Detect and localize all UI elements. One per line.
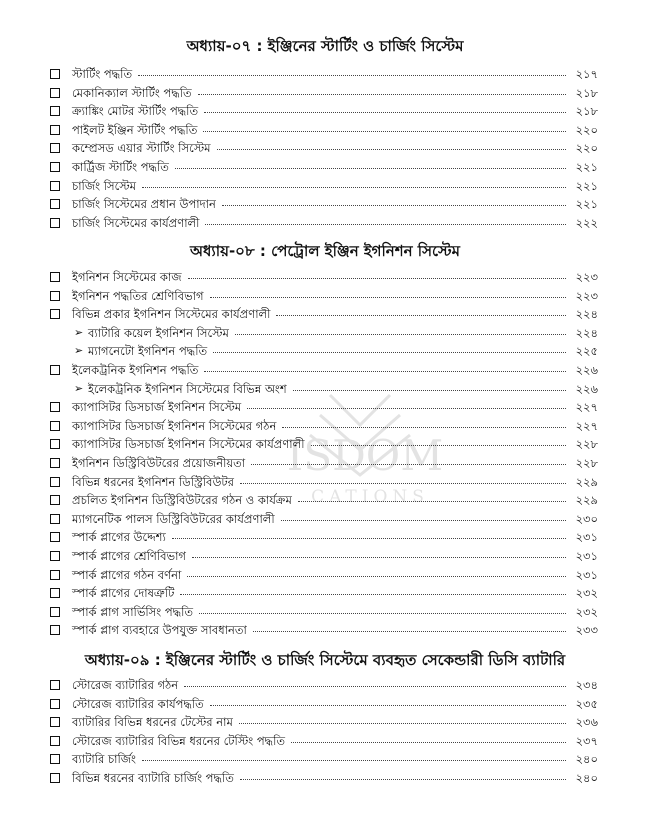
entry-title: ইগনিশন পদ্ধতির শ্রেণিবিভাগ bbox=[72, 288, 204, 303]
toc-entry[interactable] bbox=[0, 547, 650, 566]
toc-entry[interactable] bbox=[0, 417, 650, 436]
toc-subentry[interactable] bbox=[0, 380, 650, 399]
page-number: ২২১ bbox=[575, 178, 598, 193]
chapter-07-list bbox=[0, 65, 650, 232]
toc-entry[interactable] bbox=[0, 603, 650, 622]
entry-title: স্টার্টিং পদ্ধতি bbox=[72, 67, 133, 81]
page-number: ২২০ bbox=[575, 122, 598, 137]
page-number: ২৪০ bbox=[575, 770, 598, 785]
page-number: ২২১ bbox=[575, 197, 598, 212]
dot-leader bbox=[188, 277, 566, 279]
checkbox-icon bbox=[50, 736, 60, 746]
page-number: ২১৮ bbox=[575, 104, 598, 119]
toc-entry[interactable] bbox=[0, 528, 650, 547]
entry-title: ব্যাটারি কয়েল ইগনিশন সিস্টেম bbox=[88, 325, 229, 340]
toc-entry[interactable] bbox=[0, 566, 650, 585]
watermark-line1: ISDOM bbox=[286, 431, 444, 480]
toc-entry[interactable] bbox=[0, 454, 650, 473]
entry-title: ক্যাপাসিটর ডিসচার্জ ইগনিশন সিস্টেমের কার্যপ্রণালী bbox=[72, 437, 305, 452]
dot-leader bbox=[204, 111, 566, 113]
dot-leader bbox=[281, 519, 566, 521]
checkbox-icon bbox=[50, 773, 60, 783]
checkbox-icon bbox=[50, 402, 60, 412]
dot-leader bbox=[240, 482, 566, 484]
checkbox-icon bbox=[50, 162, 60, 172]
toc-entry[interactable] bbox=[0, 510, 650, 529]
checkbox-icon bbox=[50, 421, 60, 431]
page-number: ২২১ bbox=[575, 159, 598, 174]
page-number: ২২৩ bbox=[575, 270, 598, 284]
page-number: ২২৪ bbox=[575, 307, 598, 322]
checkbox-icon bbox=[50, 181, 60, 191]
chapter-07-title: অধ্যায়-০৭ : ইঞ্জিনের স্টার্টিং ও চার্জিং সিস্টেম bbox=[186, 37, 464, 55]
entry-title: চার্জিং সিস্টেম bbox=[72, 178, 137, 193]
checkbox-icon bbox=[50, 218, 60, 228]
toc-entry[interactable] bbox=[0, 65, 650, 84]
dot-leader bbox=[291, 741, 566, 743]
dot-leader bbox=[222, 204, 566, 206]
entry-title: স্পার্ক প্লাগের গঠন বর্ণনা bbox=[72, 567, 182, 582]
entry-title: ব্যাটারির বিভিন্ন ধরনের টেস্টের নাম bbox=[72, 715, 233, 730]
dot-leader bbox=[210, 704, 566, 706]
dot-leader bbox=[172, 537, 566, 539]
chapter-09-list bbox=[0, 676, 650, 788]
page-number: ২২২ bbox=[575, 215, 598, 230]
dot-leader bbox=[253, 630, 566, 632]
entry-title: বিভিন্ন ধরনের ইগনিশন ডিস্ট্রিবিউটর bbox=[72, 474, 235, 489]
toc-entry[interactable] bbox=[0, 398, 650, 417]
entry-title: ক্যাপাসিটর ডিসচার্জ ইগনিশন সিস্টেম bbox=[72, 400, 242, 415]
entry-title: ইলেকট্রনিক ইগনিশন সিস্টেমের বিভিন্ন অংশ bbox=[88, 381, 287, 396]
dot-leader bbox=[311, 444, 567, 446]
toc-entry[interactable] bbox=[0, 268, 650, 287]
toc-entry[interactable] bbox=[0, 621, 650, 640]
checkbox-icon bbox=[50, 717, 60, 727]
dot-leader bbox=[204, 370, 566, 372]
checkbox-icon bbox=[50, 754, 60, 764]
page-number: ২১৮ bbox=[575, 85, 598, 100]
checkbox-icon bbox=[50, 309, 60, 319]
toc-entry[interactable] bbox=[0, 473, 650, 492]
page-number: ২২৬ bbox=[575, 362, 598, 377]
entry-title: ব্যাটারি চার্জিং bbox=[72, 752, 137, 767]
entry-title: স্টোরেজ ব্যাটারির গঠন bbox=[72, 678, 179, 692]
checkbox-icon bbox=[50, 365, 60, 375]
page-number: ২৩১ bbox=[575, 530, 598, 545]
arrow-bullet-icon: ➢ bbox=[74, 325, 84, 339]
entry-title: চার্জিং সিস্টেমের প্রধান উপাদান bbox=[72, 197, 216, 212]
dot-leader bbox=[180, 593, 566, 595]
checkbox-icon bbox=[50, 69, 60, 79]
dot-leader bbox=[293, 389, 566, 391]
toc-entry[interactable] bbox=[0, 84, 650, 103]
checkbox-icon bbox=[50, 514, 60, 524]
toc-entry[interactable] bbox=[0, 214, 650, 233]
page-number: ২৩১ bbox=[575, 548, 598, 563]
page-number: ২৩৭ bbox=[575, 733, 598, 748]
chapter-08-title: অধ্যায়-০৮ : পেট্রোল ইঞ্জিন ইগনিশন সিস্টেম bbox=[190, 242, 460, 260]
entry-title: পাইলট ইঞ্জিন স্টার্টিং পদ্ধতি bbox=[72, 122, 198, 137]
entry-title: ক্র্যাঙ্কিং মোটর স্টার্টিং পদ্ধতি bbox=[72, 104, 199, 119]
checkbox-icon bbox=[50, 570, 60, 580]
dot-leader bbox=[298, 500, 566, 502]
watermark-line2: CATIONS bbox=[311, 487, 429, 507]
arrow-bullet-icon: ➢ bbox=[74, 344, 84, 358]
toc-entry[interactable] bbox=[0, 102, 650, 121]
checkbox-icon bbox=[50, 532, 60, 542]
page-number: ২৪০ bbox=[575, 752, 598, 767]
dot-leader bbox=[142, 759, 566, 761]
checkbox-icon bbox=[50, 199, 60, 209]
toc-entry[interactable] bbox=[0, 305, 650, 324]
toc-entry[interactable] bbox=[0, 435, 650, 454]
entry-title: স্পার্ক প্লাগ ব্যবহারে উপযুক্ত সাবধানতা bbox=[72, 623, 247, 638]
toc-entry[interactable] bbox=[0, 195, 650, 214]
chapter-08-list bbox=[0, 268, 650, 640]
checkbox-icon bbox=[50, 106, 60, 116]
toc-entry[interactable] bbox=[0, 695, 650, 714]
dot-leader bbox=[192, 556, 566, 558]
page-number: ২৩৬ bbox=[575, 715, 598, 730]
checkbox-icon bbox=[50, 125, 60, 135]
entry-title: ইগনিশন সিস্টেমের কাজ bbox=[72, 270, 182, 284]
arrow-bullet-icon: ➢ bbox=[74, 381, 84, 395]
toc-entry[interactable] bbox=[0, 750, 650, 769]
page-number: ২১৭ bbox=[575, 67, 598, 81]
page-number: ২২৫ bbox=[575, 344, 598, 359]
entry-title: স্পার্ক প্লাগ সার্ভিসিং পদ্ধতি bbox=[72, 604, 194, 619]
page-number: ২৩৫ bbox=[575, 696, 598, 711]
checkbox-icon bbox=[50, 143, 60, 153]
toc-entry[interactable] bbox=[0, 584, 650, 603]
checkbox-icon bbox=[50, 699, 60, 709]
page-number: ২২৩ bbox=[575, 288, 598, 303]
entry-title: ইগনিশন ডিস্ট্রিবিউটরের প্রয়োজনীয়তা bbox=[72, 455, 246, 470]
checkbox-icon bbox=[50, 439, 60, 449]
dot-leader bbox=[205, 223, 566, 225]
checkbox-icon bbox=[50, 495, 60, 505]
dot-leader bbox=[175, 167, 566, 169]
entry-title: স্পার্ক প্লাগের উদ্দেশ্য bbox=[72, 530, 166, 545]
toc-entry[interactable] bbox=[0, 158, 650, 177]
page-number: ২৩২ bbox=[575, 586, 598, 601]
dot-leader bbox=[213, 351, 566, 353]
entry-title: চার্জিং সিস্টেমের কার্যপ্রণালী bbox=[72, 215, 200, 230]
dot-leader bbox=[217, 148, 566, 150]
page-number: ২২০ bbox=[575, 141, 598, 156]
chapter-09-title: অধ্যায়-০৯ : ইঞ্জিনের স্টার্টিং ও চার্জিং সিস্টেমে ব্যবহৃত সেকেন্ডারী ডিসি ব্যাটারি bbox=[84, 651, 566, 669]
dot-leader bbox=[198, 93, 566, 95]
page-number: ২৩২ bbox=[575, 604, 598, 619]
checkbox-icon bbox=[50, 477, 60, 487]
checkbox-icon bbox=[50, 588, 60, 598]
checkbox-icon bbox=[50, 272, 60, 282]
dot-leader bbox=[276, 314, 566, 316]
toc-entry[interactable] bbox=[0, 287, 650, 306]
page-number: ২২৮ bbox=[575, 437, 598, 452]
dot-leader bbox=[247, 407, 566, 409]
checkbox-icon bbox=[50, 607, 60, 617]
page-number: ২২৭ bbox=[575, 418, 598, 433]
toc-entry[interactable] bbox=[0, 676, 650, 695]
entry-title: কার্ট্রিজ স্টার্টিং পদ্ধতি bbox=[72, 159, 169, 174]
toc-entry[interactable] bbox=[0, 361, 650, 380]
dot-leader bbox=[240, 778, 566, 780]
dot-leader bbox=[138, 74, 566, 76]
toc-entry[interactable] bbox=[0, 732, 650, 751]
entry-title: বিভিন্ন ধরনের ব্যাটারি চার্জিং পদ্ধতি bbox=[72, 770, 234, 785]
dot-leader bbox=[184, 685, 566, 687]
page-number: ২২৬ bbox=[575, 381, 598, 396]
dot-leader bbox=[251, 463, 566, 465]
page-number: ২৩৪ bbox=[575, 678, 598, 692]
toc-entry[interactable] bbox=[0, 139, 650, 158]
checkbox-icon bbox=[50, 625, 60, 635]
page-number: ২২৭ bbox=[575, 400, 598, 415]
entry-title: ক্যাপাসিটর ডিসচার্জ ইগনিশন সিস্টেমের গঠন bbox=[72, 418, 277, 433]
checkbox-icon bbox=[50, 680, 60, 690]
entry-title: ইলেকট্রনিক ইগনিশন পদ্ধতি bbox=[72, 362, 199, 377]
checkbox-icon bbox=[50, 458, 60, 468]
toc-subentry[interactable] bbox=[0, 342, 650, 361]
dot-leader bbox=[203, 130, 566, 132]
dot-leader bbox=[187, 575, 566, 577]
entry-title: কম্প্রেসড এয়ার স্টার্টিং সিস্টেম bbox=[72, 141, 211, 156]
entry-title: স্পার্ক প্লাগের শ্রেণিবিভাগ bbox=[72, 548, 186, 563]
page-number: ২২৮ bbox=[575, 455, 598, 470]
page-number: ২২৪ bbox=[575, 325, 598, 340]
dot-leader bbox=[239, 722, 566, 724]
dot-leader bbox=[282, 426, 566, 428]
page-number: ২২৯ bbox=[575, 493, 598, 508]
dot-leader bbox=[199, 612, 566, 614]
entry-title: বিভিন্ন প্রকার ইগনিশন সিস্টেমের কার্যপ্রণালী bbox=[72, 307, 271, 322]
dot-leader bbox=[142, 186, 566, 188]
checkbox-icon bbox=[50, 88, 60, 98]
toc-subentry[interactable] bbox=[0, 324, 650, 343]
toc-entry[interactable] bbox=[0, 769, 650, 788]
checkbox-icon bbox=[50, 551, 60, 561]
page-number: ২২৯ bbox=[575, 474, 598, 489]
page-number: ২৩০ bbox=[575, 511, 598, 526]
checkbox-icon bbox=[50, 291, 60, 301]
dot-leader bbox=[210, 296, 566, 298]
toc-entry[interactable] bbox=[0, 491, 650, 510]
entry-title: স্পার্ক প্লাগের দোষত্রুটি bbox=[72, 586, 175, 601]
entry-title: স্টোরেজ ব্যাটারির বিভিন্ন ধরনের টেস্টিং পদ্ধতি bbox=[72, 733, 286, 748]
toc-entry[interactable] bbox=[0, 177, 650, 196]
page-number: ২৩১ bbox=[575, 567, 598, 582]
entry-title: ম্যাগনেটিক পালস ডিস্ট্রিবিউটরের কার্যপ্রণালী bbox=[72, 511, 275, 526]
dot-leader bbox=[235, 333, 566, 335]
toc-entry[interactable] bbox=[0, 713, 650, 732]
entry-title: প্রচলিত ইগনিশন ডিস্ট্রিবিউটরের গঠন ও কার্যক্রম bbox=[72, 493, 292, 508]
entry-title: স্টোরেজ ব্যাটারির কার্যপদ্ধতি bbox=[72, 696, 204, 711]
toc-entry[interactable] bbox=[0, 121, 650, 140]
entry-title: ম্যাগনেটো ইগনিশন পদ্ধতি bbox=[88, 344, 208, 359]
page-number: ২৩৩ bbox=[575, 623, 598, 638]
entry-title: মেকানিক্যাল স্টার্টিং পদ্ধতি bbox=[72, 85, 192, 100]
